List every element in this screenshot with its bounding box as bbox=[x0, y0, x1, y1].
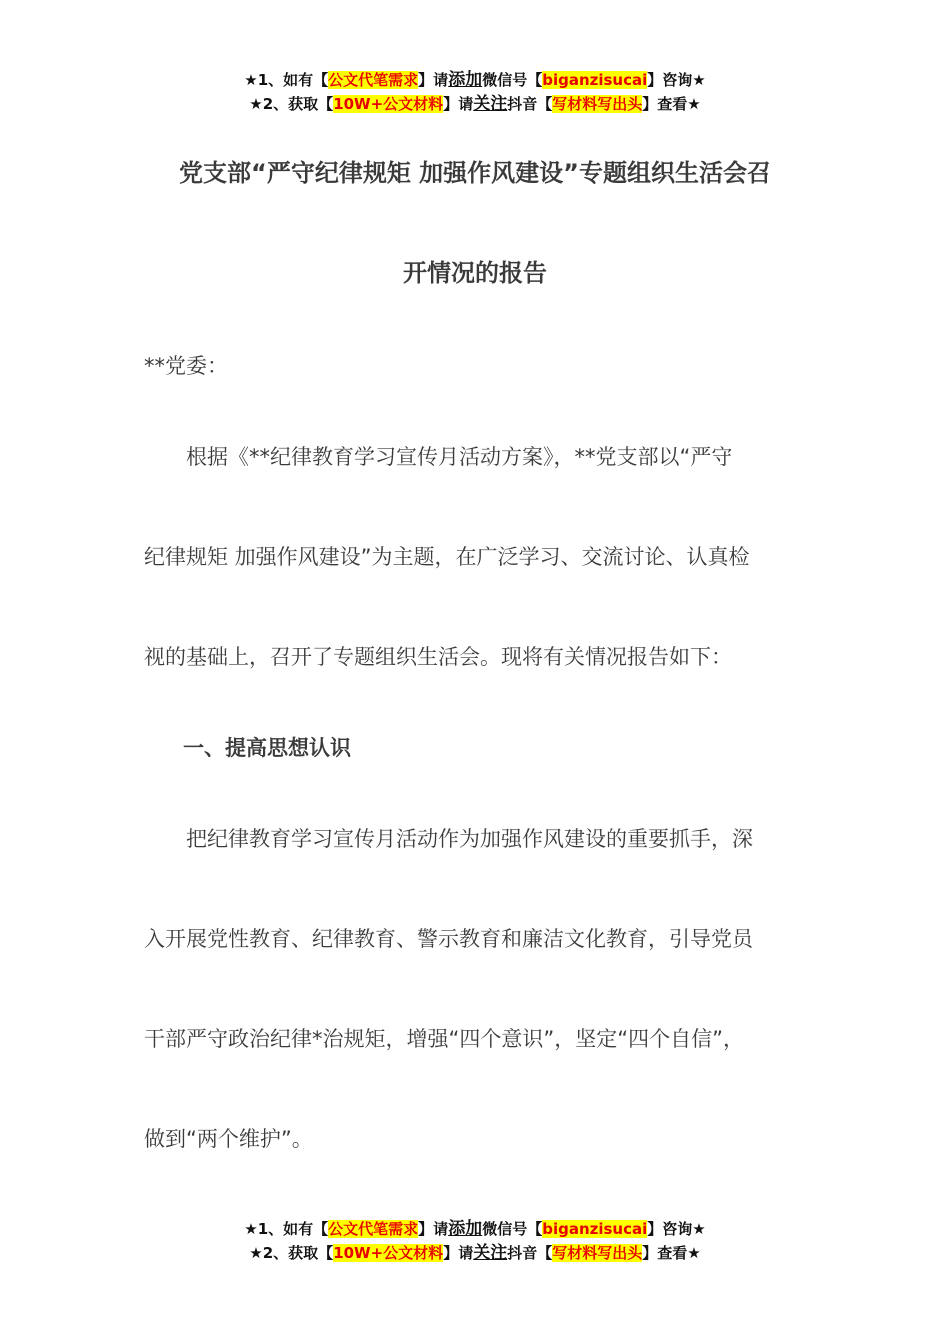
intro-line-3: 视的基础上，召开了专题组织生活会。现将有关情况报告如下： bbox=[144, 645, 732, 669]
banner-text: 微信号【 bbox=[482, 1220, 543, 1238]
highlight-materials: 10W+公文材料 bbox=[333, 95, 444, 113]
document-title-line-1: 党支部“严守纪律规矩 加强作风建设”专题组织生活会召 bbox=[179, 159, 771, 187]
underlined-follow: 关注 bbox=[473, 1243, 508, 1263]
underlined-add: 添加 bbox=[448, 70, 483, 90]
banner-text: ★1、如有【 bbox=[244, 71, 329, 89]
highlight-wechat-id: biganzisucai bbox=[542, 1220, 648, 1238]
banner-text: 】查看★ bbox=[642, 1244, 701, 1262]
banner-text: 】请 bbox=[418, 1220, 449, 1238]
banner-text: 】请 bbox=[443, 95, 474, 113]
header-banner-line-2 bbox=[0, 92, 950, 116]
highlight-service: 公文代笔需求 bbox=[328, 1220, 419, 1238]
banner-text: 】请 bbox=[418, 71, 449, 89]
underlined-follow: 关注 bbox=[473, 94, 508, 114]
section-1-line-1: 把纪律教育学习宣传月活动作为加强作风建设的重要抓手，深 bbox=[144, 827, 753, 851]
banner-text: ★2、获取【 bbox=[249, 95, 334, 113]
section-1-heading: 一、提高思想认识 bbox=[183, 736, 351, 760]
banner-text: 】查看★ bbox=[642, 95, 701, 113]
salutation: **党委： bbox=[144, 354, 228, 378]
section-1-line-2: 入开展党性教育、纪律教育、警示教育和廉洁文化教育，引导党员 bbox=[144, 927, 753, 951]
banner-text: 】咨询★ bbox=[647, 1220, 706, 1238]
intro-line-1: 根据《**纪律教育学习宣传月活动方案》，**党支部以“严守 bbox=[144, 445, 733, 469]
footer-banner bbox=[0, 1217, 950, 1265]
banner-text: 抖音【 bbox=[507, 95, 553, 113]
header-banner-line-1 bbox=[0, 68, 950, 92]
highlight-service: 公文代笔需求 bbox=[328, 71, 419, 89]
highlight-douyin: 写材料写出头 bbox=[552, 95, 643, 113]
footer-banner-line-1 bbox=[0, 1217, 950, 1241]
banner-text: ★2、获取【 bbox=[249, 1244, 334, 1262]
banner-text: 微信号【 bbox=[482, 71, 543, 89]
highlight-materials: 10W+公文材料 bbox=[333, 1244, 444, 1262]
underlined-add: 添加 bbox=[448, 1219, 483, 1239]
banner-text: 抖音【 bbox=[507, 1244, 553, 1262]
header-banner bbox=[0, 68, 950, 116]
highlight-wechat-id: biganzisucai bbox=[542, 71, 648, 89]
banner-text: ★1、如有【 bbox=[244, 1220, 329, 1238]
section-1-line-3: 干部严守政治纪律*治规矩，增强“四个意识”，坚定“四个自信”， bbox=[144, 1027, 745, 1051]
footer-banner-line-2 bbox=[0, 1241, 950, 1265]
intro-line-2: 纪律规矩 加强作风建设”为主题，在广泛学习、交流讨论、认真检 bbox=[144, 545, 750, 569]
section-1-line-4: 做到“两个维护”。 bbox=[144, 1127, 313, 1151]
banner-text: 】咨询★ bbox=[647, 71, 706, 89]
document-title-line-2: 开情况的报告 bbox=[403, 259, 547, 287]
banner-text: 】请 bbox=[443, 1244, 474, 1262]
highlight-douyin: 写材料写出头 bbox=[552, 1244, 643, 1262]
